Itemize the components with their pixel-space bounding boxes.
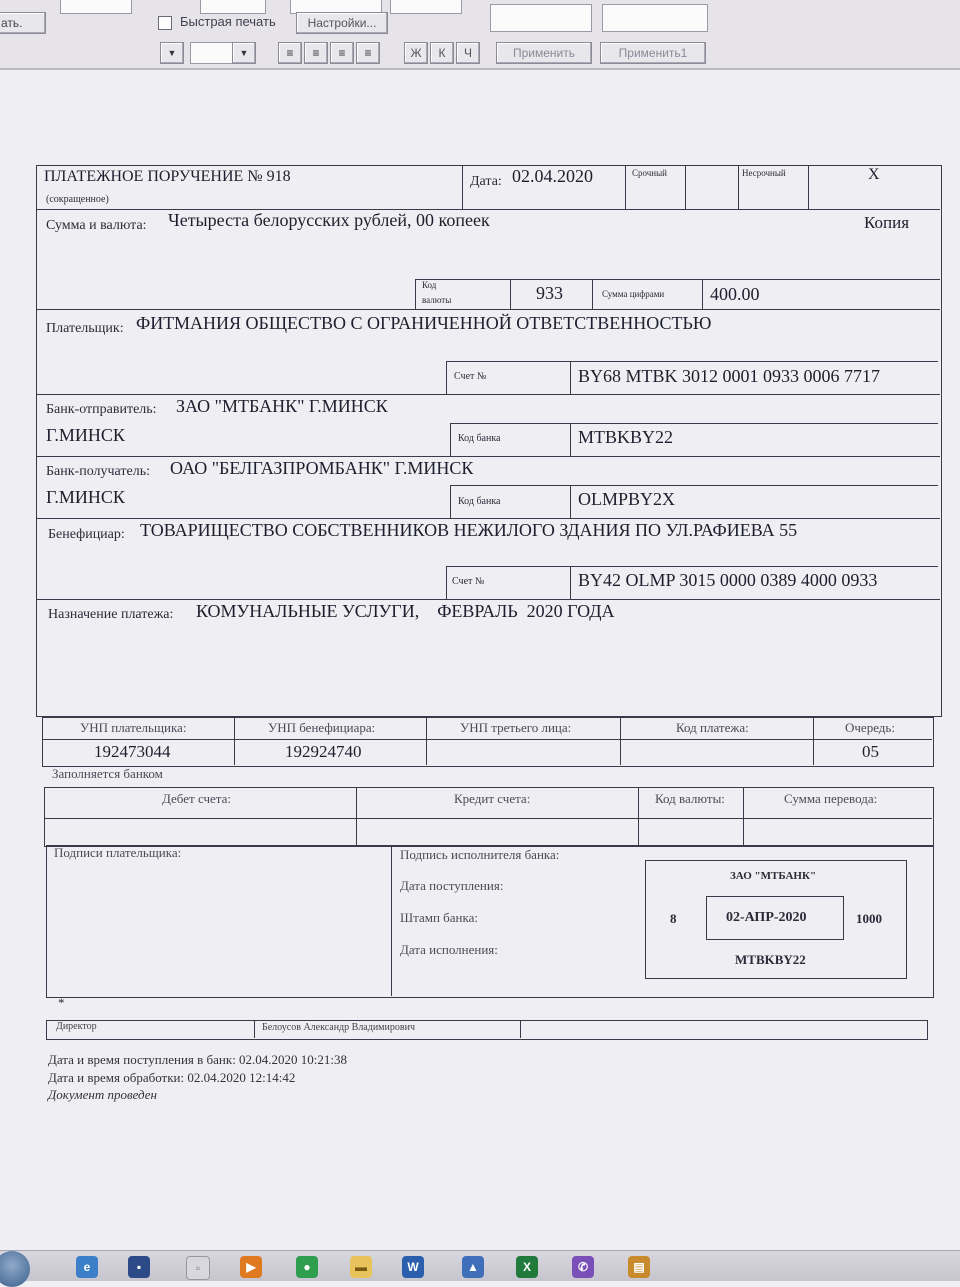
document-status: Документ проведен <box>48 1087 157 1102</box>
amount-label: Сумма и валюта: <box>46 218 147 233</box>
credit-header: Кредит счета: <box>454 791 531 806</box>
date-value: 02.04.2020 <box>512 166 593 186</box>
apply1-button-label: Применить1 <box>618 46 688 60</box>
executed-date-label: Дата исполнения: <box>400 942 498 957</box>
upload-icon[interactable]: ▲ <box>462 1256 484 1278</box>
purpose-value: КОМУНАЛЬНЫЕ УСЛУГИ, ФЕВРАЛЬ 2020 ГОДА <box>196 601 615 621</box>
director-div-1 <box>254 1020 255 1038</box>
nonurgent-label: Несрочный <box>742 168 786 178</box>
stamp-date: 02-АПР-2020 <box>726 910 807 925</box>
italic-button-label: К <box>438 46 446 60</box>
bank-fill-label: Заполняется банком <box>52 766 163 781</box>
dropdown-b-field[interactable] <box>190 42 234 64</box>
stamp-right-number: 1000 <box>856 911 882 926</box>
top-field-1[interactable] <box>60 0 132 14</box>
payer-value: ФИТМАНИЯ ОБЩЕСТВО С ОГРАНИЧЕННОЙ ОТВЕТСТВЕННОСТЬЮ <box>136 313 712 333</box>
payer-unp-header: УНП плательщика: <box>80 720 187 735</box>
sender-code-div <box>570 423 571 456</box>
document-title-note: (сокращенное) <box>46 194 109 205</box>
beneficiary-unp-header: УНП бенефициара: <box>268 720 376 735</box>
ids-div-3 <box>620 717 621 765</box>
sender-bottom-line <box>36 456 940 457</box>
director-label: Директор <box>56 1021 97 1032</box>
amount-code-left <box>415 279 416 309</box>
archive-icon[interactable]: ▤ <box>628 1256 650 1278</box>
receiver-code-top <box>450 485 938 486</box>
beneficiary-label: Бенефициар: <box>48 527 125 542</box>
stamp-left-number: 8 <box>670 911 677 926</box>
ids-div-2 <box>426 717 427 765</box>
director-div-2 <box>520 1020 521 1038</box>
align-center-icon: ≡ <box>312 46 320 60</box>
header-divider-5 <box>808 165 809 209</box>
receiver-bottom-line <box>36 518 940 519</box>
sender-bank-code: MTBKBY22 <box>578 427 674 447</box>
urgent-label: Срочный <box>632 168 667 178</box>
third-party-unp-header: УНП третьего лица: <box>460 720 572 735</box>
apply-button-label: Применить <box>512 46 575 60</box>
ben-acct-left <box>446 566 447 599</box>
word-icon[interactable]: W <box>402 1256 424 1278</box>
processed-timestamp: Дата и время обработки: 02.04.2020 12:14:42 <box>48 1070 296 1085</box>
amount-code-div-2 <box>592 279 593 309</box>
payer-label: Плательщик: <box>46 321 124 336</box>
amount-value: Четыреста белорусских рублей, 00 копеек <box>168 210 490 230</box>
currency-code-label-2: валюты <box>422 295 452 305</box>
queue-value: 05 <box>862 742 879 761</box>
beneficiary-account-value: BY42 OLMP 3015 0000 0389 4000 0933 <box>578 570 878 590</box>
font-size-field-b[interactable] <box>602 4 708 32</box>
ben-acct-div <box>570 566 571 599</box>
align-right-button[interactable] <box>330 42 354 64</box>
payer-acct-top <box>446 361 938 362</box>
header-divider-4 <box>738 165 739 209</box>
bank-executor-signature-label: Подпись исполнителя банка: <box>400 847 560 862</box>
settings-button[interactable] <box>296 12 388 34</box>
top-field-4[interactable] <box>390 0 462 14</box>
sender-code-top <box>450 423 938 424</box>
received-timestamp: Дата и время поступления в банк: 02.04.2020 10:21:38 <box>48 1052 348 1067</box>
currency-code-value: 933 <box>536 283 563 303</box>
align-left-button[interactable] <box>278 42 302 64</box>
toolbar <box>0 0 960 70</box>
chevron-down-icon: ▼ <box>239 48 249 58</box>
beneficiary-value: ТОВАРИЩЕСТВО СОБСТВЕННИКОВ НЕЖИЛОГО ЗДАНИЯ ПО УЛ.РАФИЕВА 55 <box>140 520 798 540</box>
align-justify-icon: ≡ <box>364 46 372 60</box>
dropdown-a[interactable] <box>160 42 184 64</box>
align-justify-button[interactable] <box>356 42 380 64</box>
transfer-amount-header: Сумма перевода: <box>784 791 878 806</box>
ids-mid-line <box>42 739 932 740</box>
payment-order-document <box>0 70 960 1250</box>
amount-code-div-3 <box>702 279 703 309</box>
apply1-button[interactable] <box>600 42 706 64</box>
media-icon[interactable]: ▶ <box>240 1256 262 1278</box>
receiver-code-div <box>570 485 571 518</box>
header-divider-1 <box>462 165 463 209</box>
header-divider-2 <box>625 165 626 209</box>
print-button[interactable] <box>0 12 46 34</box>
received-date-label: Дата поступления: <box>400 878 504 893</box>
payer-account-value: BY68 MTBK 3012 0001 0933 0006 7717 <box>578 366 881 386</box>
align-right-icon: ≡ <box>338 46 346 60</box>
sender-code-left <box>450 423 451 456</box>
ids-div-1 <box>234 717 235 765</box>
underline-button[interactable] <box>456 42 480 64</box>
receiver-bank-label: Банк-получатель: <box>46 464 150 479</box>
sender-bank-code-label: Код банка <box>458 433 501 444</box>
excel-icon[interactable]: X <box>516 1256 538 1278</box>
nonurgent-mark: X <box>868 166 880 183</box>
queue-header: Очередь: <box>845 720 895 735</box>
amount-code-div-1 <box>510 279 511 309</box>
date-label: Дата: <box>470 174 502 189</box>
italic-button[interactable] <box>430 42 454 64</box>
currency-code-label-1: Код <box>422 280 437 290</box>
purpose-label: Назначение платежа: <box>48 607 174 622</box>
ben-acct-top <box>446 566 938 567</box>
sender-bank-city: Г.МИНСК <box>46 425 125 445</box>
payer-signatures-label: Подписи плательщика: <box>54 845 182 860</box>
dropdown-b[interactable] <box>232 42 256 64</box>
payer-acct-left <box>446 361 447 394</box>
underline-button-label: Ч <box>464 46 472 60</box>
taskbar <box>0 1250 960 1281</box>
director-name: Белоусов Александр Владимирович <box>262 1022 415 1033</box>
amount-digits-value: 400.00 <box>710 284 760 304</box>
apply-button[interactable] <box>496 42 592 64</box>
receiver-bank-city: Г.МИНСК <box>46 487 125 507</box>
payment-code-header: Код платежа: <box>676 720 749 735</box>
stamp-bank-code: MTBKBY22 <box>735 952 806 967</box>
save-icon[interactable]: ▪ <box>128 1256 150 1278</box>
payer-unp-value: 192473044 <box>94 742 171 761</box>
payer-acct-div <box>570 361 571 394</box>
bank-fill-div-1 <box>356 787 357 845</box>
sender-bank-label: Банк-отправитель: <box>46 402 157 417</box>
header-divider-3 <box>685 165 686 209</box>
file-icon[interactable]: ▫ <box>186 1256 210 1280</box>
bold-button-label: Ж <box>410 46 422 60</box>
bank-stamp-label: Штамп банка: <box>400 910 478 925</box>
amount-bottom-line <box>36 309 940 310</box>
amount-digits-label: Сумма цифрами <box>602 289 665 299</box>
receiver-bank-code: OLMPBY2X <box>578 489 676 509</box>
payer-account-label: Счет № <box>454 371 487 382</box>
top-field-2[interactable] <box>200 0 266 14</box>
font-size-field-a[interactable] <box>490 4 592 32</box>
amount-code-top <box>415 279 940 280</box>
bold-button[interactable] <box>404 42 428 64</box>
browser-icon[interactable]: ● <box>296 1256 318 1278</box>
signatures-divider <box>391 845 392 996</box>
beneficiary-unp-value: 192924740 <box>285 742 362 761</box>
beneficiary-bottom-line <box>36 599 940 600</box>
debit-header: Дебет счета: <box>162 791 231 806</box>
bank-fill-div-2 <box>638 787 639 845</box>
start-orb-icon[interactable] <box>0 1251 30 1287</box>
chevron-down-icon: ▼ <box>167 48 177 58</box>
settings-button-label: Настройки... <box>307 16 377 30</box>
receiver-bank-code-label: Код банка <box>458 496 501 507</box>
stamp-bank-name: ЗАО "МТБАНК" <box>730 870 817 882</box>
copy-label: Копия <box>864 213 910 232</box>
asterisk-mark: * <box>58 995 65 1010</box>
receiver-code-left <box>450 485 451 518</box>
viber-icon[interactable]: ✆ <box>572 1256 594 1278</box>
print-button-label: ать. <box>1 16 23 30</box>
receiver-bank-value: ОАО "БЕЛГАЗПРОМБАНК" Г.МИНСК <box>170 458 474 478</box>
align-center-button[interactable] <box>304 42 328 64</box>
ie-icon[interactable]: e <box>76 1256 98 1278</box>
folder-icon[interactable]: ▬ <box>350 1256 372 1278</box>
currency-code-header: Код валюты: <box>655 791 725 806</box>
quick-print-checkbox[interactable] <box>158 16 172 30</box>
quick-print-label: Быстрая печать <box>180 14 276 29</box>
ids-div-4 <box>813 717 814 765</box>
beneficiary-account-label: Счет № <box>452 576 485 587</box>
bank-fill-div-3 <box>743 787 744 845</box>
director-row <box>46 1020 928 1040</box>
document-title: ПЛАТЕЖНОЕ ПОРУЧЕНИЕ № 918 <box>44 168 291 185</box>
payer-bottom-line <box>36 394 940 395</box>
align-left-icon: ≡ <box>286 46 294 60</box>
bank-fill-mid <box>44 818 932 819</box>
sender-bank-value: ЗАО "МТБАНК" Г.МИНСК <box>176 396 388 416</box>
